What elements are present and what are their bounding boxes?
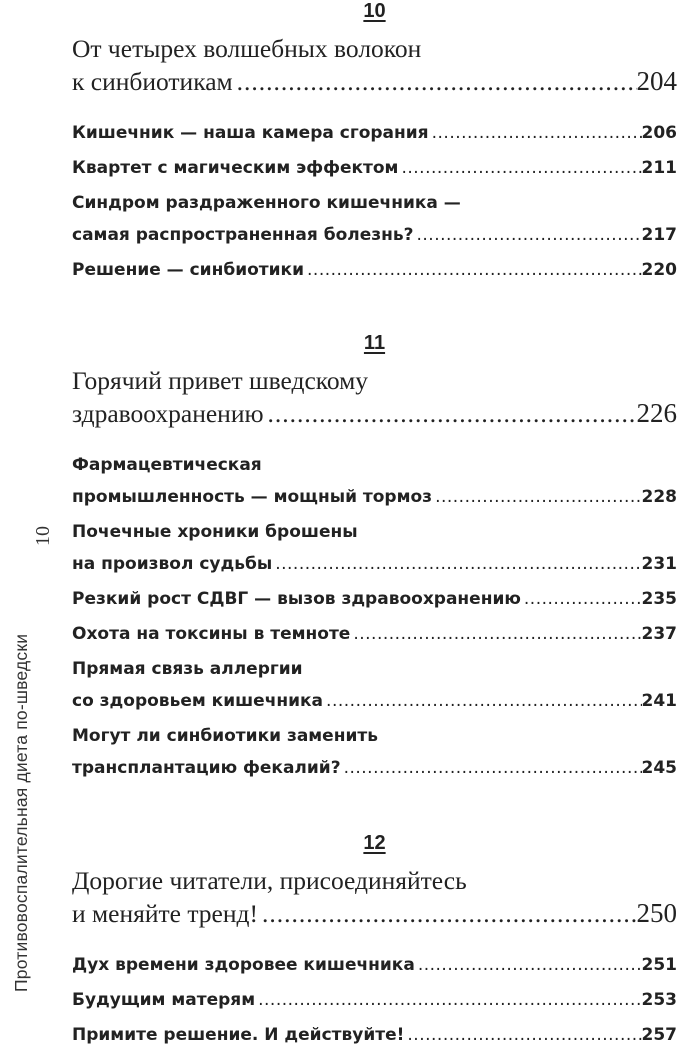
chapter-title-line: Горячий привет шведскому <box>72 366 369 395</box>
toc-entry[interactable] <box>72 984 677 1016</box>
sidebar <box>0 0 62 1061</box>
toc-entry[interactable] <box>72 720 677 784</box>
toc-entry-title: Будущим матерям <box>72 990 256 1010</box>
toc-entry-title: промышленность — мощный тормоз <box>72 487 433 507</box>
toc-entry-title: Квартет с магическим эффектом <box>72 158 399 178</box>
dot-leader <box>398 152 641 184</box>
chapter-title-line: Дорогие читатели, присоединяйтесь <box>72 866 467 895</box>
toc-entry[interactable] <box>72 583 677 615</box>
toc-entry-page: 228 <box>641 487 677 507</box>
toc-entry-title: Фармацевтическая <box>72 455 262 475</box>
dot-leader <box>413 219 641 251</box>
dot-leader <box>429 117 642 149</box>
toc-entry-page: 257 <box>641 1025 677 1045</box>
dot-leader <box>258 897 637 930</box>
toc-entry-page: 235 <box>641 589 677 609</box>
toc-entry[interactable] <box>72 254 677 286</box>
toc-entry[interactable] <box>72 653 677 717</box>
toc-entry-title: Резкий рост СДВГ — вызов здравоохранению <box>72 589 521 609</box>
toc-entry-title: Прямая связь аллергии <box>72 659 303 679</box>
chapter-title-line: и меняйте тренд! <box>72 899 258 928</box>
toc-entry-page: 241 <box>641 691 677 711</box>
dot-leader <box>415 949 642 981</box>
toc-entry[interactable] <box>72 187 677 251</box>
chapter-page-number: 226 <box>636 398 677 428</box>
toc-entry[interactable] <box>72 449 677 513</box>
toc-entry-title: самая распространенная болезнь? <box>72 225 414 245</box>
chapter-12 <box>72 832 677 1054</box>
chapter-page-number: 204 <box>636 66 677 96</box>
chapter-title-line: От четырех волшебных волокон <box>72 34 422 63</box>
chapter-title[interactable] <box>72 864 677 930</box>
toc-entry-title: со здоровьем кишечника <box>72 691 324 711</box>
running-head: Противовоспалительная диета по-шведски <box>11 633 31 992</box>
toc-entry-page: 211 <box>641 158 677 178</box>
toc-entry[interactable] <box>72 949 677 981</box>
chapter-number: 12 <box>363 832 386 854</box>
toc-entry-title: Охота на токсины в темноте <box>72 624 351 644</box>
toc-entry[interactable] <box>72 618 677 650</box>
toc-entry-page: 206 <box>641 123 677 143</box>
dot-leader <box>341 752 642 784</box>
chapter-title-line: к синбиотикам <box>72 67 233 96</box>
toc-entry-title: на произвол судьбы <box>72 554 273 574</box>
toc-entry[interactable] <box>72 1019 677 1051</box>
dot-leader <box>255 984 641 1016</box>
toc-entry-page: 251 <box>641 955 677 975</box>
chapter-page-number: 250 <box>636 898 677 928</box>
dot-leader <box>404 1019 641 1051</box>
toc-entry-title: Почечные хроники брошены <box>72 522 358 542</box>
toc-entry-page: 220 <box>641 260 677 280</box>
dot-leader <box>304 254 641 286</box>
toc-entry[interactable] <box>72 152 677 184</box>
dot-leader <box>350 618 641 650</box>
toc-entry-page: 231 <box>641 554 677 574</box>
dot-leader <box>323 685 641 717</box>
toc-entry-title: Могут ли синбиотики заменить <box>72 726 378 746</box>
chapter-title-line: здравоохранению <box>72 399 264 428</box>
toc-entry-page: 237 <box>641 624 677 644</box>
chapter-title[interactable] <box>72 32 677 98</box>
toc-entry-page: 217 <box>641 225 677 245</box>
dot-leader <box>233 65 637 98</box>
page-number: 10 <box>32 526 54 546</box>
chapter-number: 11 <box>363 332 386 354</box>
chapter-11 <box>72 332 677 787</box>
toc-entry-title: Синдром раздраженного кишечника — <box>72 193 461 213</box>
chapter-title[interactable] <box>72 364 677 430</box>
toc-entry-title: Решение — синбиотики <box>72 260 305 280</box>
chapter-10 <box>72 0 677 289</box>
toc-entry-title: Кишечник — наша камера сгорания <box>72 123 429 143</box>
toc-entry-title: трансплантацию фекалий? <box>72 758 341 778</box>
dot-leader <box>264 397 637 430</box>
toc-entry-page: 245 <box>641 758 677 778</box>
dot-leader <box>272 548 641 580</box>
dot-leader <box>521 583 642 615</box>
chapter-number: 10 <box>363 0 386 22</box>
toc-entry[interactable] <box>72 117 677 149</box>
toc-entry-page: 253 <box>641 990 677 1010</box>
toc-entry[interactable] <box>72 516 677 580</box>
toc-entry-title: Примите решение. И действуйте! <box>72 1025 405 1045</box>
dot-leader <box>432 481 641 513</box>
toc-entry-title: Дух времени здоровее кишечника <box>72 955 415 975</box>
